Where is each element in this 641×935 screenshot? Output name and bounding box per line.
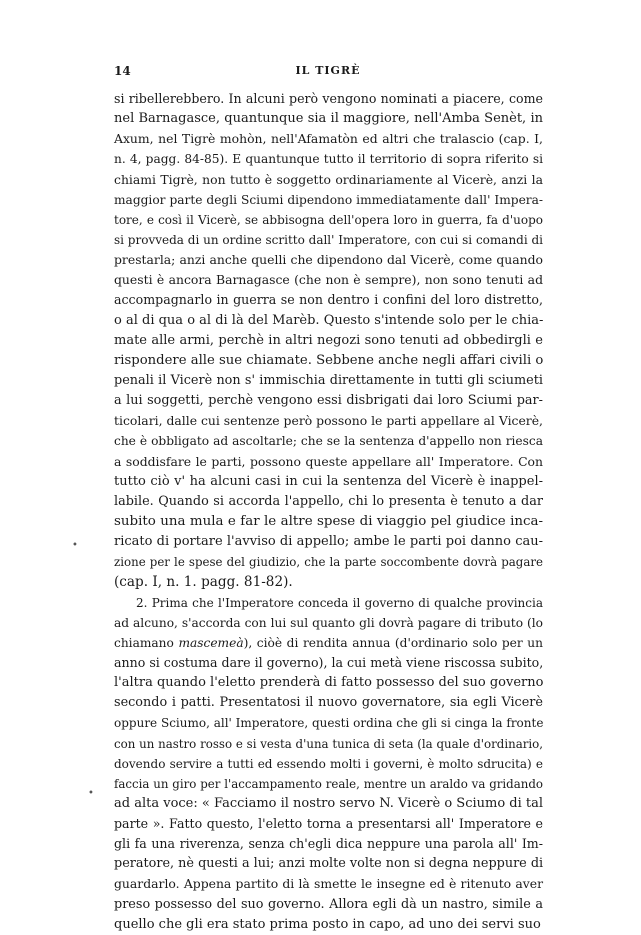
text-line: nel Barnagasce, quantunque sia il maggiore, nell'Amba Senèt, in: [114, 111, 543, 127]
text-line: subito una mula e far le altre spese di viaggio pel giudice inca-: [114, 513, 543, 529]
text-line: ricato di portare l'avviso di appello; ambe le parti poi danno cau-: [114, 534, 543, 550]
text-line: zione per le spese del giudizio, che la parte soccombente dovrà pagare: [114, 555, 543, 570]
page-header: [114, 64, 542, 84]
text-line: anno si costuma dare il governo), la cui metà viene riscossa subito,: [114, 654, 544, 670]
text-line: si provveda di un ordine scritto dall' Imperatore, con cui si comandi di: [114, 232, 544, 247]
text-line: oppure Sciumo, all' Imperatore, questi ordina che gli si cinga la fronte: [114, 716, 544, 731]
text-line: peratore, nè questi a lui; anzi molte volte non si degna neppure di: [114, 856, 544, 872]
text-line: n. 4, pagg. 84-85). E quantunque tutto il territorio di sopra riferito si: [114, 152, 543, 167]
text-line: tutto ciò v' ha alcuni casi in cui la sentenza del Vicerè è inappel-: [114, 473, 543, 489]
text-line: Axum, nel Tigrè mohòn, nell'Afamatòn ed altri che tralascio (cap. I,: [114, 131, 543, 147]
text-line: a lui soggetti, perchè vengono essi disbrigati dai loro Sciumi par-: [114, 393, 543, 409]
text-line: labile. Quando si accorda l'appello, chi lo presenta è tenuto a dar: [114, 493, 543, 509]
text-line: tore, e così il Vicerè, se abbisogna dell'opera loro in guerra, fa d'uopo: [114, 212, 543, 227]
text-line: o al di qua o al di là del Marèb. Questo s'intende solo per le chia-: [114, 312, 544, 328]
text-line: secondo i patti. Presentatosi il nuovo governatore, sia egli Vicerè: [114, 695, 543, 711]
text-line: ad alcuno, s'accorda con lui sul quanto gli dovrà pagare di tributo (lo: [114, 615, 543, 630]
text-line: chiami Tigrè, non tutto è soggetto ordinariamente al Vicerè, anzi la: [114, 171, 543, 187]
text-line: che è obbligato ad ascoltarle; che se la sentenza d'appello non riesca: [114, 434, 543, 449]
text-line: preso possesso del suo governo. Allora egli dà un nastro, simile a: [114, 896, 543, 912]
text-line: con un nastro rosso e si vesta d'una tunica di seta (la quale d'ordinario,: [114, 736, 543, 751]
text-line: accompagnarlo in guerra se non dentro i confini del loro distretto,: [114, 292, 543, 308]
text-line: gli fa una riverenza, senza ch'egli dica neppure una parola all' Im-: [114, 836, 543, 852]
text-line: questi è ancora Barnagasce (che non è sempre), non sono tenuti ad: [114, 272, 543, 288]
text-line: dovendo servire a tutti ed essendo molti i governi, è molto sdrucita) e: [114, 756, 543, 771]
text-line: prestarla; anzi anche quelli che dipendono dal Vicerè, come quando: [114, 252, 543, 268]
text-line: l'altra quando l'eletto prenderà di fatto possesso del suo governo: [114, 675, 544, 691]
text-line: ad alta voce: « Facciamo il nostro servo N. Vicerè o Sciumo di tal: [114, 795, 544, 811]
margin-mark: •: [88, 788, 94, 799]
text-line: si ribellerebbero. In alcuni però vengono nominati a piacere, come: [114, 91, 543, 106]
text-line: 2. Prima che l'Imperatore conceda il governo di qualche provincia: [136, 595, 543, 610]
text-line: parte ». Fatto questo, l'eletto torna a presentarsi all' Imperatore e: [114, 816, 543, 832]
margin-mark: •: [72, 540, 78, 551]
text-line: quello che gli era stato prima posto in capo, ad uno dei servi suo: [114, 916, 541, 932]
page-number: 14: [114, 64, 131, 78]
text-line: rispondere alle sue chiamate. Sebbene anche negli affari civili o: [114, 352, 544, 368]
text-line: a soddisfare le parti, possono queste appellare all' Imperatore. Con: [114, 453, 543, 469]
text-line: ticolari, dalle cui sentenze però possono le parti appellare al Vicerè,: [114, 413, 543, 429]
text-line: mate alle armi, perchè in altri negozi sono tenuti ad obbedirgli e: [114, 332, 543, 348]
text-line: maggior parte degli Sciumi dipendono immediatamente dall' Impera-: [114, 192, 543, 207]
body-text: [114, 89, 543, 935]
text-line: faccia un giro per l'accampamento reale, mentre un araldo va gridando: [114, 776, 543, 791]
text-line: guardarlo. Appena partito di là smette le insegne ed è ritenuto aver: [114, 876, 543, 892]
text-line: (cap. I, n. 1. pagg. 81-82).: [114, 574, 293, 591]
text-line: chiamano mascemeà), ciòè di rendita annua (d'ordinario solo per un: [114, 635, 543, 650]
text-line: penali il Vicerè non s' immischia direttamente in tutti gli sciumeti: [114, 372, 543, 388]
running-title: IL TIGRÈ: [295, 64, 361, 77]
